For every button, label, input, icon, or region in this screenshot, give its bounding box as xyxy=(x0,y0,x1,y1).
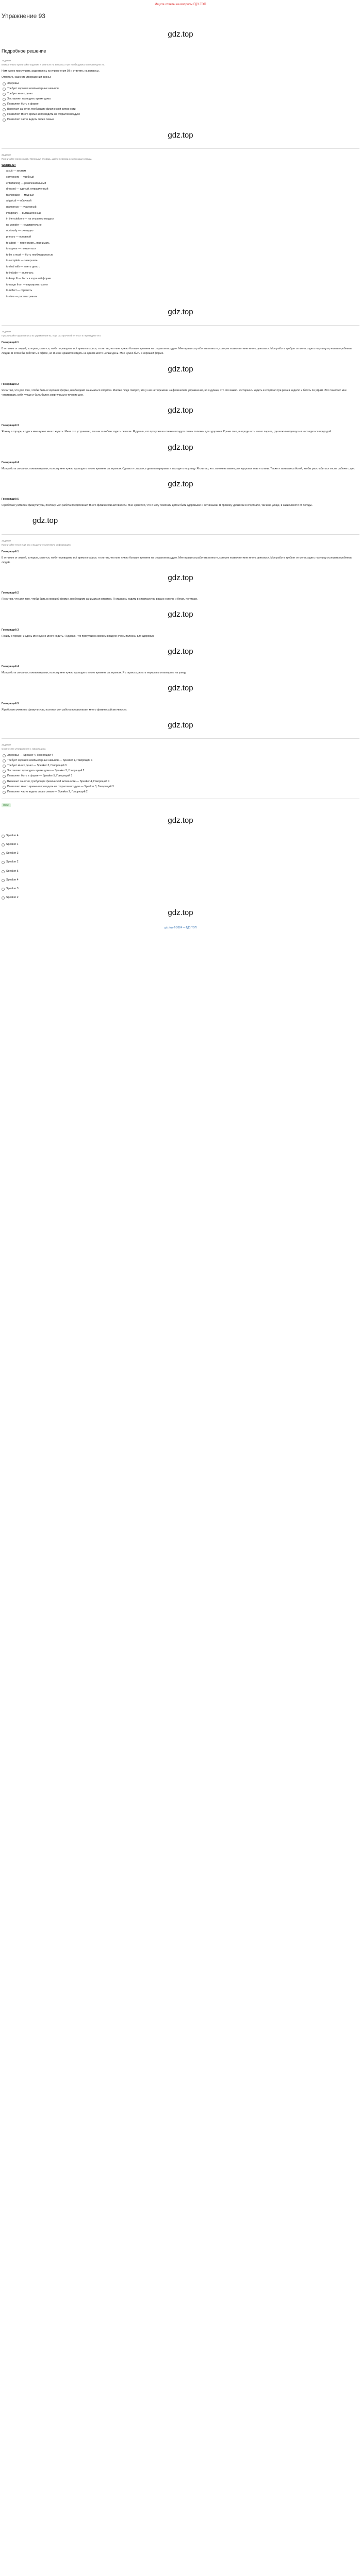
speaker-heading: Говорящий 4 xyxy=(2,665,19,669)
watermark: gdz.top xyxy=(32,516,58,526)
watermark: gdz.top xyxy=(168,816,193,825)
divider xyxy=(2,325,359,326)
list-item[interactable]: Позволяет много времени проводить на открытом воздухе xyxy=(3,112,359,117)
vocab-item: a typical — обычный xyxy=(6,199,31,203)
watermark: gdz.top xyxy=(168,684,193,693)
speaker-heading: Говорящий 2 xyxy=(2,591,19,595)
section-label: Задание xyxy=(2,153,11,156)
list-item[interactable]: Включает занятия, требующие физической активности xyxy=(3,107,359,112)
section-2 xyxy=(2,153,359,299)
speaker-text: Я считаю, что для того, чтобы быть в хорошей форме, необходимо заниматься спортом. Многие люди говорят, что у них нет времени на физические упражнения, но я думаю, что это важно. Я стараюсь ходить в спортзал три раза в неделю и бегать по утрам. Это помогает мне чувствовать себя лучше и быть более энергичным в течение дня. xyxy=(2,388,347,397)
vocab-item: a suit — костюм xyxy=(6,170,26,173)
vocab-item: to complete — завершать xyxy=(6,259,38,263)
watermark: gdz.top xyxy=(168,573,193,582)
speaker-text: Я считаю, что для того, чтобы быть в хорошей форме, необходимо заниматься спортом. Я стараюсь ходить в спортзал три раза в неделю и бегать по утрам. xyxy=(2,598,198,601)
match-item: Позволяет быть в форме — Speaker 5, Говорящий 5 xyxy=(3,774,359,778)
answer-item: Speaker 4 xyxy=(2,878,359,883)
speaker-heading: Говорящий 3 xyxy=(2,628,19,632)
task-text: Внимательно прочитайте задание и ответьте на вопросы. При необходимости переведите их. xyxy=(2,63,105,66)
divider xyxy=(2,738,359,739)
answer-list xyxy=(2,834,359,900)
vocab-item: to reflect — отражать xyxy=(6,289,32,293)
task-text: Прочитайте текст ещё раз и выделите ключевую информацию. xyxy=(2,543,72,546)
answer-item: Speaker 2 xyxy=(2,895,359,900)
match-item: Заставляет проводить время дома — Speaker 2, Говорящий 2 xyxy=(3,769,359,773)
watermark: gdz.top xyxy=(168,647,193,656)
footer[interactable]: gdz.top © 2024 — ГДЗ.ТОП xyxy=(164,926,197,930)
match-list xyxy=(3,753,359,794)
match-item: Здоровье — Speaker 4, Говорящий 4 xyxy=(3,753,359,758)
speaker-heading: Говорящий 5 xyxy=(2,498,19,501)
task-text: Прочитайте список слов. Используя словарь, дайте перевод незнакомым словам. xyxy=(2,157,92,160)
vocab-item: fashionable — модный xyxy=(6,193,34,197)
speaker-text: Я работаю учителем физкультуры, поэтому моя работа предполагает много физической активности. xyxy=(2,708,127,711)
section-1 xyxy=(2,59,359,123)
solution-heading: Подробное решение xyxy=(2,48,46,54)
vocab-item: convenient — удобный xyxy=(6,176,34,179)
speaker-text: В отличие от людей, которые, кажется, любят проводить всё время в офисе, я считаю, что мне нужно больше времени на открытом воздухе. Мне нравится работать в месте, которое позволяет мне много двигаться. Моя работа требует от меня ходить на улицу и решать проблемы людей. xyxy=(2,556,352,564)
list-item[interactable]: Позволяет часто видеть своих семью xyxy=(3,117,359,122)
watermark: gdz.top xyxy=(168,479,193,488)
speaker-text: Моя работа связана с компьютерами, поэтому мне нужно проводить много времени за экраном. Я стараюсь делать перерывы и выходить на улицу. xyxy=(2,671,187,675)
speaker-heading: Говорящий 3 xyxy=(2,424,19,428)
vocab-item: to range from — варьироваться от xyxy=(6,283,48,286)
section-label: Задание xyxy=(2,330,11,333)
answer-item: Speaker 2 xyxy=(2,860,359,865)
list-item[interactable]: Требует много денег xyxy=(3,92,359,96)
match-item: Включает занятия, требующие физической активности — Speaker 4, Говорящий 4 xyxy=(3,779,359,784)
section-5 xyxy=(2,743,359,794)
statement-list xyxy=(3,81,359,123)
speaker-heading: Говорящий 2 xyxy=(2,382,19,386)
speaker-text: Я работаю учителем физкультуры, поэтому моя работа предполагает много физической активности. Мне нравится, что я могу помогать детям быть здоровыми и активными. Я провожу уроки как в спортзале, так и на улице, в зависимости от погоды. xyxy=(2,504,313,507)
task-text: Прослушайте аудиозапись из упражнения 93, ещё раз прочитайте текст и переведите его. xyxy=(2,334,102,337)
section-label: Задание xyxy=(2,59,11,62)
vocab-item: to appear — появляться xyxy=(6,247,36,251)
speaker-heading: Говорящий 5 xyxy=(2,702,19,705)
vocab-item: no wonder — неудивительно xyxy=(6,223,42,227)
divider xyxy=(2,148,359,149)
answer-item: Speaker 4 xyxy=(2,834,359,838)
watermark: gdz.top xyxy=(168,908,193,917)
vocab-item: glamorous — гламурный xyxy=(6,205,37,209)
speaker-text: Я живу в городе, и здесь мне нужно много ходить. Меня это устраивает, так как я люблю ходить пешком. Я думаю, что прогулки на свежем воздухе очень полезны для здоровья. Кроме того, в городе есть много парков, где можно отдохнуть и насладиться природой. xyxy=(2,430,332,434)
watermark: gdz.top xyxy=(168,364,193,374)
section-label: Задание xyxy=(2,539,11,542)
vocab-item: to deal with — иметь дело с xyxy=(6,265,40,268)
answer-item: Speaker 5 xyxy=(2,869,359,874)
list-item[interactable]: Заставляет проводить время дома xyxy=(3,97,359,101)
question-text: Отметьте, какие из утверждений верны: xyxy=(2,75,52,79)
speaker-heading: Говорящий 1 xyxy=(2,550,19,553)
exercise-title: Упражнение 93 xyxy=(2,12,45,20)
vocab-item: entertaining — развлекательный xyxy=(6,181,46,185)
answer-item: Speaker 3 xyxy=(2,887,359,891)
vocab-item: in the outdoors — на открытом воздухе xyxy=(6,217,54,221)
intro-text: Нам нужно прослушать аудиозапись из упражнения 93 и ответить на вопросы. xyxy=(2,69,100,73)
match-item: Позволяет много времени проводить на открытом воздухе — Speaker 3, Говорящий 3 xyxy=(3,785,359,789)
vocab-item: obviously — очевидно xyxy=(6,229,34,233)
list-item[interactable]: Позволяет быть в форме xyxy=(3,102,359,107)
vocab-item: primary — основной xyxy=(6,235,31,239)
list-item[interactable]: Требует хороших компьютерных навыков xyxy=(3,87,359,91)
vocab-item: to be a must — быть необходимостью xyxy=(6,253,53,257)
match-item: Требует хороших компьютерных навыков — Speaker 1, Говорящий 1 xyxy=(3,758,359,763)
section-4 xyxy=(2,539,359,713)
list-item[interactable]: Здоровье xyxy=(3,81,359,86)
section-6 xyxy=(2,803,359,920)
answer-item: Speaker 1 xyxy=(2,842,359,847)
section-3 xyxy=(2,330,359,508)
speaker-text: В отличие от людей, которые, кажется, любят проводить всё время в офисе, я считаю, что мне нужно больше времени на открытом воздухе. Мне нравится работать в месте, которое позволяет мне много двигаться. Моя работа требует от меня ходить на улицу и решать проблемы людей. Я хотел бы работать в офисе, но мне не нравится сидеть на одном месте целый день. Мне нужно быть в хорошей форме. xyxy=(2,347,352,355)
answer-item: Speaker 3 xyxy=(2,851,359,856)
vocab-item: to include — включать xyxy=(6,271,34,275)
wordlist-title: WORDLIST xyxy=(2,163,16,167)
speaker-heading: Говорящий 1 xyxy=(2,341,19,345)
watermark: gdz.top xyxy=(168,720,193,730)
top-link[interactable]: Ищите ответы на вопросы ГДЗ.ТОП xyxy=(155,3,206,6)
vocab-item: imaginary — вымышленный xyxy=(6,211,41,215)
speaker-text: Моя работа связана с компьютерами, поэтому мне нужно проводить много времени за экраном. Однако я стараюсь делать перерывы и выходить на улицу. Я считаю, что это очень важно для здоровья глаз и спины. Также я занимаюсь йогой, чтобы расслабиться после рабочего дня. xyxy=(2,467,355,470)
watermark: gdz.top xyxy=(168,610,193,619)
divider xyxy=(2,534,359,535)
task-text: Соотнесите утверждения с говорящими. xyxy=(2,748,46,751)
watermark: gdz.top xyxy=(168,130,193,140)
speaker-heading: Говорящий 4 xyxy=(2,461,19,464)
match-item: Позволяет часто видеть своих семью — Speaker 2, Говорящий 2 xyxy=(3,790,359,794)
vocab-item: to adopt — перенимать, принимать xyxy=(6,241,50,245)
vocab-list xyxy=(2,169,359,299)
vocab-item: to view — рассматривать xyxy=(6,295,38,298)
speaker-text: Я живу в городе, и здесь мне нужно много ходить. Я думаю, что прогулки на свежем воздухе очень полезны для здоровья. xyxy=(2,634,155,638)
watermark: gdz.top xyxy=(168,443,193,452)
answer-label: Ответ xyxy=(2,803,11,807)
vocab-item: dressed — одетый, отправленный xyxy=(6,188,48,191)
watermark: gdz.top xyxy=(168,29,193,39)
watermark: gdz.top xyxy=(168,406,193,415)
vocab-item: to keep fit — быть в хорошей форме xyxy=(6,277,52,281)
match-item: Требует много денег — Speaker 3, Говорящий 3 xyxy=(3,764,359,768)
section-label: Задание xyxy=(2,743,11,746)
watermark: gdz.top xyxy=(168,307,193,316)
